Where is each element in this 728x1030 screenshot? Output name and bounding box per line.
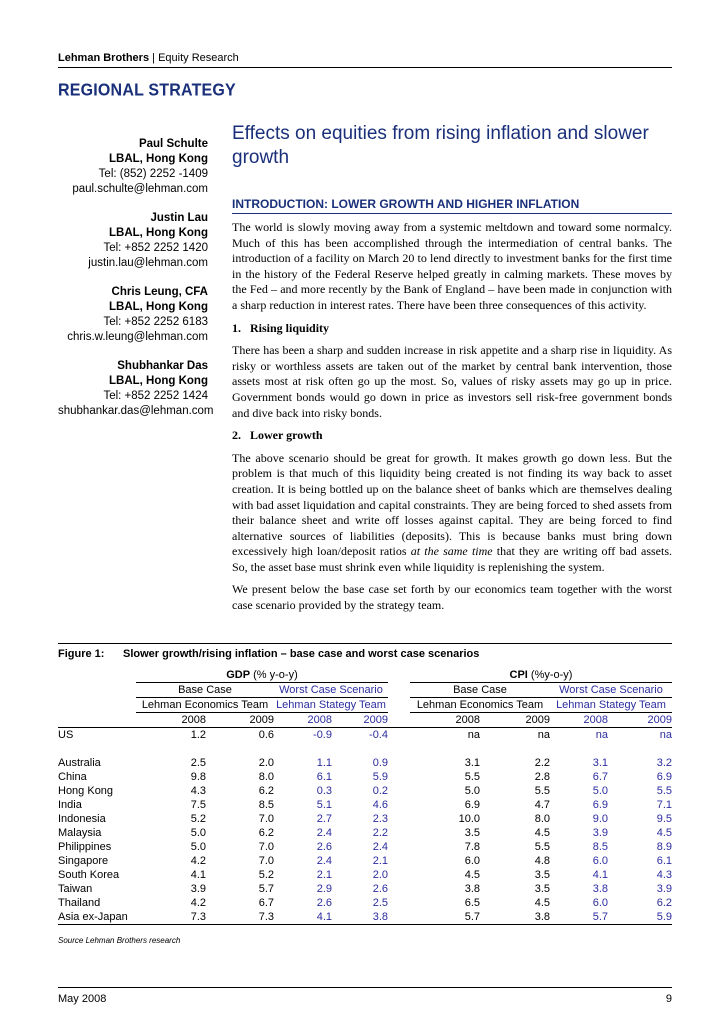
value-cell: 2.5 [190, 757, 206, 769]
value-cell: 3.5 [534, 883, 550, 895]
value-cell: 6.2 [656, 897, 672, 909]
author-email[interactable]: shubhankar.das@lehman.com [58, 405, 214, 417]
author-name: Paul Schulte [138, 138, 208, 150]
value-cell: 4.5 [656, 827, 672, 839]
value-cell: 3.5 [464, 827, 480, 839]
value-cell: 0.3 [316, 785, 332, 797]
value-cell: 7.0 [258, 813, 274, 825]
table-row [58, 868, 672, 882]
value-cell: 5.1 [316, 799, 332, 811]
value-cell: 7.5 [190, 799, 206, 811]
value-cell: 5.0 [190, 827, 206, 839]
country-cell: Hong Kong [58, 785, 114, 797]
value-cell: 4.3 [656, 869, 672, 881]
value-cell: 4.8 [534, 855, 550, 867]
section-1-heading: 1. Rising liquidity [232, 320, 330, 335]
value-cell: 6.9 [656, 771, 672, 783]
value-cell: 2.6 [316, 841, 332, 853]
figure-rule [58, 643, 672, 644]
value-cell: 2.9 [316, 883, 332, 895]
value-cell: 3.2 [656, 757, 672, 769]
value-cell: 8.9 [656, 841, 672, 853]
value-cell: 9.8 [190, 771, 206, 783]
section-1-paragraph: There has been a sharp and sudden increase in risk appetite and a sharp rise in liquidity. As risky or worthless assets are taken out of the market by central bank intervention, those assets most at risk often go up the most. So, values of risky assets may go up in price. Government bonds would go down in price as investors sell risk-free government bonds and dive back into risky bonds. [232, 343, 672, 420]
country-cell: Philippines [58, 841, 112, 853]
country-cell: Thailand [58, 897, 101, 909]
table-row [58, 882, 672, 896]
country-cell: Australia [58, 757, 101, 769]
value-cell: 6.0 [464, 855, 480, 867]
page-header: Lehman Brothers | Equity Research [58, 52, 239, 64]
value-cell: 6.9 [592, 799, 608, 811]
author-office: LBAL, Hong Kong [108, 375, 208, 387]
country-cell: India [58, 799, 82, 811]
country-cell: Indonesia [58, 813, 106, 825]
value-cell: 1.1 [316, 757, 332, 769]
value-cell: 6.2 [258, 785, 274, 797]
value-cell: 2.6 [316, 897, 332, 909]
value-cell: 4.5 [534, 897, 550, 909]
value-cell: 3.8 [490, 910, 550, 925]
value-cell: 2.1 [372, 855, 388, 867]
value-cell: 8.0 [534, 813, 550, 825]
value-cell: 2.0 [258, 757, 274, 769]
value-cell: 2.0 [372, 869, 388, 881]
value-cell: 0.9 [372, 757, 388, 769]
table-row-us: US 1.2 0.6 -0.9 -0.4 na na na na [58, 729, 672, 741]
author-block [58, 211, 208, 271]
table-row [58, 798, 672, 812]
value-cell: 4.2 [190, 897, 206, 909]
value-cell: 5.2 [190, 813, 206, 825]
value-cell: 2.2 [534, 757, 550, 769]
value-cell: 7.8 [464, 841, 480, 853]
value-cell: 2.4 [372, 841, 388, 853]
table-year-row: 2008 2009 2008 2009 2008 2009 2008 2009 [58, 713, 672, 728]
value-cell: 3.9 [656, 883, 672, 895]
country-cell: Taiwan [58, 883, 93, 895]
author-office: LBAL, Hong Kong [108, 227, 208, 239]
value-cell: 3.8 [332, 910, 388, 925]
table-row [58, 770, 672, 784]
value-cell: 5.5 [534, 841, 550, 853]
table-row [58, 910, 672, 925]
table-row [58, 840, 672, 854]
value-cell: 6.2 [258, 827, 274, 839]
value-cell: 8.0 [258, 771, 274, 783]
value-cell: 6.1 [656, 855, 672, 867]
value-cell: 4.1 [274, 910, 332, 925]
value-cell: 2.4 [316, 827, 332, 839]
value-cell: 4.7 [534, 799, 550, 811]
value-cell: 5.2 [258, 869, 274, 881]
table-row [58, 896, 672, 910]
value-cell: 0.2 [372, 785, 388, 797]
article-body [232, 220, 672, 621]
value-cell: 9.0 [592, 813, 608, 825]
author-list [58, 137, 214, 433]
value-cell: 9.5 [656, 813, 672, 825]
value-cell: 4.6 [372, 799, 388, 811]
table-row [58, 854, 672, 868]
closing-paragraph: We present below the base case set forth by our economics team together with the worst case scenario provided by the strategy team. [232, 582, 672, 613]
value-cell: 7.3 [136, 910, 216, 925]
value-cell: 6.0 [592, 855, 608, 867]
section-2-heading: 2. Lower growth [232, 428, 323, 443]
value-cell: 3.9 [190, 883, 206, 895]
value-cell: 4.3 [190, 785, 206, 797]
table-row [58, 826, 672, 840]
country-cell: South Korea [58, 869, 120, 881]
author-name: Chris Leung, CFA [111, 286, 208, 298]
value-cell: 5.9 [372, 771, 388, 783]
value-cell: 6.5 [464, 897, 480, 909]
table-title-row: GDP (% y-o-y) CPI (%y-o-y) [226, 669, 573, 681]
section-2-paragraph: The above scenario should be great for growth. It makes growth go down less. But the problem is that much of this liquidity being created is not finding its way back to asset creation. It is being bottled up on the balance sheet of banks which are themselves dealing with bad asset liquidation and capital constraints. They are being forced to shed assets from their balance sheet and write off losses against capital. They are being forced to find alternative sources of liabilities (deposits). This is because banks must bring down excessively high loan/deposit ratios at the same time that they are writing off bad assets. So, the asset base must shrink even while liquidity is replenishing the system. [232, 450, 672, 574]
author-tel: Tel: +852 2252 1424 [103, 390, 208, 402]
author-office: LBAL, Hong Kong [108, 153, 208, 165]
value-cell: 2.8 [534, 771, 550, 783]
value-cell: 5.5 [656, 785, 672, 797]
value-cell: 4.1 [592, 869, 608, 881]
table-row [58, 812, 672, 826]
value-cell: 2.3 [372, 813, 388, 825]
value-cell: 5.7 [258, 883, 274, 895]
value-cell: 2.6 [372, 883, 388, 895]
footer-rule [58, 987, 672, 988]
intro-heading: INTRODUCTION: LOWER GROWTH AND HIGHER INFLATION [232, 197, 580, 211]
brand-name: Lehman Brothers [58, 52, 150, 64]
source-note: Source Lehman Brothers research [58, 936, 181, 945]
value-cell: 5.9 [608, 910, 672, 925]
value-cell: 4.1 [190, 869, 206, 881]
value-cell: 4.2 [190, 855, 206, 867]
value-cell: 8.5 [258, 799, 274, 811]
value-cell: 2.5 [372, 897, 388, 909]
table-team-row: Lehman Economics Team Lehman Stategy Team Lehman Economics Team Lehman Stategy Team [58, 698, 672, 713]
figure-caption: Figure 1: Slower growth/rising inflation – base case and worst case scenarios [58, 648, 480, 660]
country-cell: Malaysia [58, 827, 102, 839]
author-name: Shubhankar Das [117, 360, 208, 372]
author-email[interactable]: chris.w.leung@lehman.com [67, 331, 208, 343]
value-cell: 5.0 [464, 785, 480, 797]
intro-rule [232, 213, 672, 214]
value-cell: 6.9 [464, 799, 480, 811]
value-cell: 6.1 [316, 771, 332, 783]
scenario-table [58, 668, 672, 925]
country-cell: Singapore [58, 855, 109, 867]
value-cell: 5.0 [190, 841, 206, 853]
intro-paragraph: The world is slowly moving away from a systemic meltdown and toward some normalcy. Much of this has been accomplished through the intermediation of central banks. The introduction of a facility on March 20 to lend directly to investment banks for the first time in the history of the Federal Reserve helped greatly in calming markets. These moves by the Fed – and more recently by the Bank of England – have been made in conjunction with a sharp reduction in interest rates. There have been three consequences of this activity. [232, 220, 672, 312]
country-cell: Asia ex-Japan [58, 910, 136, 925]
country-cell: China [58, 771, 87, 783]
author-block [58, 137, 208, 197]
value-cell: 7.1 [656, 799, 672, 811]
page-number: 9 [665, 993, 672, 1005]
value-cell: 3.1 [592, 757, 608, 769]
author-name: Justin Lau [150, 212, 208, 224]
value-cell: 5.5 [464, 771, 480, 783]
table-row [58, 756, 672, 770]
author-tel: Tel: +852 2252 1420 [103, 242, 208, 254]
table-scenario-row: Base Case Worst Case Scenario Base Case Worst Case Scenario [58, 683, 672, 698]
value-cell: 3.8 [464, 883, 480, 895]
value-cell: 3.5 [534, 869, 550, 881]
value-cell: 3.9 [592, 827, 608, 839]
value-cell: 4.5 [464, 869, 480, 881]
value-cell: 3.1 [464, 757, 480, 769]
value-cell: 4.5 [534, 827, 550, 839]
header-rule [58, 67, 672, 68]
value-cell: 3.8 [592, 883, 608, 895]
value-cell: 6.7 [592, 771, 608, 783]
value-cell: 8.5 [592, 841, 608, 853]
value-cell: 5.5 [534, 785, 550, 797]
value-cell: 7.0 [258, 841, 274, 853]
value-cell: 2.2 [372, 827, 388, 839]
value-cell: 7.3 [216, 910, 274, 925]
author-email[interactable]: justin.lau@lehman.com [88, 257, 208, 269]
value-cell: 7.0 [258, 855, 274, 867]
value-cell: 2.4 [316, 855, 332, 867]
author-block [58, 285, 208, 345]
value-cell: 2.1 [316, 869, 332, 881]
author-block [58, 359, 214, 419]
footer-date: May 2008 [58, 993, 107, 1005]
value-cell: 6.0 [592, 897, 608, 909]
header-section: Equity Research [158, 52, 239, 64]
value-cell: 5.7 [410, 910, 490, 925]
author-tel: Tel: +852 2252 6183 [103, 316, 208, 328]
value-cell: 5.0 [592, 785, 608, 797]
value-cell: 10.0 [458, 813, 480, 825]
value-cell: 5.7 [550, 910, 608, 925]
value-cell: 6.7 [258, 897, 274, 909]
section-label: REGIONAL STRATEGY [58, 81, 236, 100]
value-cell: 2.7 [316, 813, 332, 825]
page-title: Effects on equities from rising inflation and slower growth [232, 123, 649, 168]
author-office: LBAL, Hong Kong [108, 301, 208, 313]
author-tel: Tel: (852) 2252 -1409 [98, 168, 208, 180]
author-email[interactable]: paul.schulte@lehman.com [72, 183, 208, 195]
table-row [58, 784, 672, 798]
